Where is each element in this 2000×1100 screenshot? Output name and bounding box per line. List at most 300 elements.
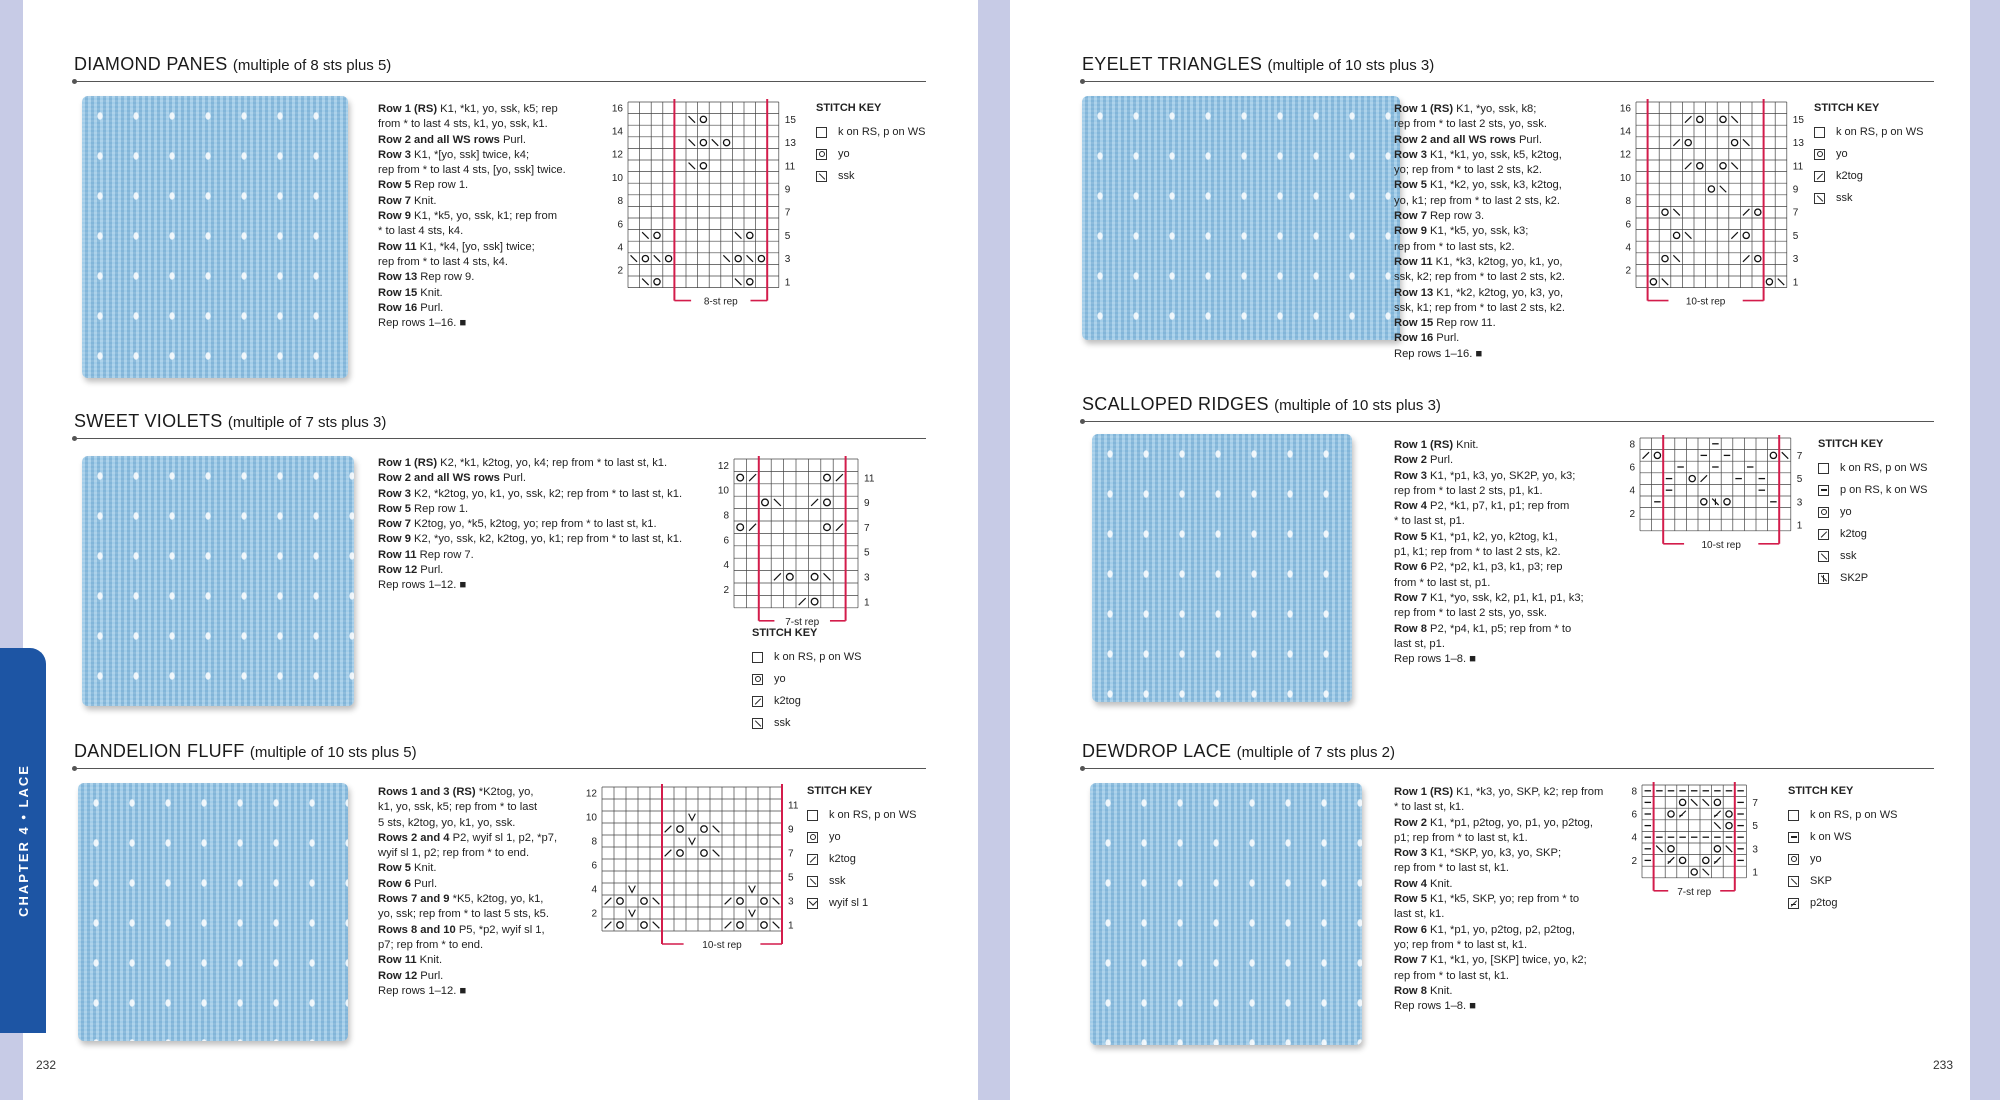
- section-rule: [74, 768, 926, 769]
- instruction-line: p1; rep from * to last st, k1.: [1394, 831, 1528, 844]
- instruction-line: Row 13 K1, *k2, k2tog, yo, k3, yo,: [1394, 286, 1564, 299]
- instruction-line: rep from * to last 2 sts, yo, ssk.: [1394, 118, 1547, 131]
- instruction-line: rep from * to last 2 sts, yo, ssk.: [1394, 607, 1547, 620]
- stitch-key: [1818, 438, 1927, 589]
- chart-symbol-yo: [1679, 857, 1685, 863]
- chart-symbol-yo: [1731, 139, 1737, 145]
- instruction-line: ssk, k1; rep from * to last 2 sts, k2.: [1394, 301, 1565, 314]
- stitch-key-label: k on WS: [1810, 831, 1852, 843]
- instruction-line: Row 1 (RS) Knit.: [1394, 439, 1479, 451]
- instruction-line: Row 7 Knit.: [378, 194, 437, 207]
- chart-row-number: 6: [1629, 462, 1635, 474]
- yo-symbol-icon: [1788, 854, 1799, 865]
- stitch-key-item: [752, 668, 861, 690]
- chart-repeat-label: 7-st rep: [1677, 886, 1712, 898]
- stitch-chart: [1614, 102, 1811, 318]
- chart-symbol-yo: [1743, 232, 1749, 238]
- chart-row-number: 6: [591, 860, 597, 872]
- chart-symbol-yo: [1714, 846, 1720, 852]
- chart-row-number: 9: [784, 184, 791, 196]
- chart-row-number: 1: [784, 277, 791, 289]
- section-diamond-panes: [74, 54, 926, 384]
- stitch-key-item: [1814, 121, 1923, 143]
- section-sweet-violets: [74, 411, 926, 731]
- ssk-symbol-icon: [807, 876, 818, 887]
- stitch-key: [1814, 102, 1923, 209]
- chart-symbol-yo: [1724, 499, 1730, 505]
- chart-row-number: 6: [1631, 809, 1637, 821]
- page-number-left: 232: [36, 1058, 57, 1072]
- instruction-line: Row 3 K1, *[yo, ssk] twice, k4;: [378, 148, 530, 161]
- chart-symbol-ssk: [653, 898, 660, 905]
- chart-row-number: 5: [864, 547, 870, 559]
- chart-symbol-yo: [737, 898, 743, 904]
- section-title: EYELET TRIANGLES (multiple of 10 sts plus 3): [1082, 54, 1435, 74]
- chart-symbol-yo: [1679, 799, 1685, 805]
- chart-row-number: 2: [1629, 508, 1635, 520]
- stitch-key-item: [1814, 187, 1923, 209]
- chart-symbol-k2tog: [774, 573, 781, 580]
- skp-symbol-icon: [1788, 876, 1799, 887]
- chart-symbol-yo: [723, 139, 729, 145]
- chart-symbol-yo: [824, 524, 831, 531]
- instruction-line: Row 7 Rep row 3.: [1394, 210, 1485, 223]
- instruction-line: Row 3 K1, *SKP, yo, k3, yo, SKP;: [1394, 847, 1562, 860]
- sk2p-symbol-icon: [1818, 573, 1829, 584]
- chart-row-number: 8: [1631, 786, 1637, 798]
- instruction-line: Rows 7 and 9 *K5, k2tog, yo, k1,: [378, 893, 544, 906]
- chart-row-number: 3: [784, 254, 791, 266]
- ssk-symbol-icon: [816, 171, 827, 182]
- section-title: SWEET VIOLETS (multiple of 7 sts plus 3): [74, 411, 387, 431]
- instruction-line: 5 sts, k2tog, yo, k1, yo, ssk.: [378, 816, 516, 829]
- instruction-line: Rep rows 1–12. ■: [378, 984, 467, 997]
- stitch-key-item: [816, 121, 925, 143]
- stitch-key-item: [807, 870, 916, 892]
- instruction-line: Row 16 Purl.: [1394, 332, 1460, 345]
- chart-symbol-ssk: [1673, 209, 1679, 215]
- chart-symbol-ssk: [642, 232, 648, 238]
- chart-symbol-k2tog: [1731, 232, 1737, 238]
- instruction-line: Row 3 K1, *k1, yo, ssk, k5, k2tog,: [1394, 148, 1562, 161]
- chart-row-number: 13: [1792, 138, 1804, 150]
- chart-symbol-k2tog: [811, 499, 818, 506]
- instruction-line: Row 2 and all WS rows Purl.: [1394, 133, 1542, 146]
- chart-symbol-yo: [737, 922, 743, 928]
- stitch-key-item: [752, 712, 861, 734]
- chart-symbol-ssk: [1720, 186, 1726, 192]
- chart-row-number: 13: [784, 138, 796, 150]
- chart-row-number: 2: [1625, 265, 1631, 277]
- chart-symbol-ssk: [713, 850, 720, 857]
- stitch-key-label: ssk: [1840, 550, 1857, 562]
- stitch-key-item: [1814, 165, 1923, 187]
- stitch-key-item: [1814, 143, 1923, 165]
- chart-row-number: 12: [611, 149, 623, 161]
- stitch-key-label: ssk: [1836, 192, 1853, 204]
- chart-row-number: 12: [585, 788, 597, 800]
- chart-symbol-yo: [811, 573, 818, 580]
- chart-symbol-yo: [1662, 255, 1668, 261]
- stitch-key-title: STITCH KEY: [752, 627, 818, 639]
- instruction-line: Row 15 Rep row 11.: [1394, 317, 1496, 330]
- instruction-line: rep from * to last 4 sts, k4.: [378, 255, 508, 268]
- chart-row-number: 7: [864, 522, 870, 534]
- instruction-line: rep from * to last st, k1.: [1394, 862, 1510, 875]
- stitch-chart: [1620, 785, 1770, 908]
- instruction-line: * to last 4 sts, k4.: [378, 225, 464, 238]
- chart-symbol-k2tog: [725, 922, 732, 929]
- instruction-line: Row 7 K2tog, yo, *k5, k2tog, yo; rep from * to last st, k1.: [378, 518, 657, 531]
- stitch-chart: [606, 102, 803, 318]
- chart-row-number: 11: [788, 800, 799, 812]
- stitch-key-label: SK2P: [1840, 572, 1869, 584]
- chart-symbol-k2tog: [749, 474, 756, 481]
- instruction-line: Row 8 P2, *p4, k1, p5; rep from * to: [1394, 622, 1572, 635]
- section-dewdrop-lace: [1082, 741, 1934, 1051]
- ssk-symbol-icon: [1814, 193, 1825, 204]
- instruction-line: Row 5 K1, *k5, SKP, yo; rep from * to: [1394, 893, 1580, 906]
- stitch-key-item: [1818, 567, 1927, 589]
- instruction-line: Rows 8 and 10 P5, *p2, wyif sl 1,: [378, 923, 545, 936]
- chart-symbol-ssk: [1685, 232, 1691, 238]
- instruction-line: last st, k1.: [1394, 908, 1445, 921]
- stitch-key-label: p2tog: [1810, 897, 1838, 909]
- instruction-line: * to last st, p1.: [1394, 515, 1465, 528]
- instruction-line: Row 1 (RS) K2, *k1, k2tog, yo, k4; rep from * to last st, k1.: [378, 457, 668, 469]
- chart-row-number: 2: [591, 908, 597, 920]
- chart-symbol-p2tog: [1714, 857, 1720, 863]
- box-symbol-icon: [752, 652, 763, 663]
- stitch-chart: [580, 787, 806, 961]
- section-eyelet-triangles: [1082, 54, 1934, 384]
- chart-symbol-yo: [1755, 209, 1761, 215]
- section-rule: [1082, 81, 1934, 82]
- chart-symbol-yo: [700, 116, 706, 122]
- chart-symbol-ssk: [747, 255, 753, 261]
- chart-symbol-p2tog: [1714, 811, 1720, 817]
- chart-row-number: 9: [864, 498, 870, 510]
- chart-row-number: 3: [864, 572, 870, 584]
- chart-symbol-yo: [700, 163, 706, 169]
- instructions: [1394, 785, 1634, 1014]
- chart-symbol-k2tog: [1685, 116, 1691, 122]
- chart-repeat-label: 10-st rep: [1685, 296, 1726, 308]
- chart-row-number: 10: [717, 485, 729, 497]
- section-rule: [74, 438, 926, 439]
- chart-symbol-ssk: [723, 255, 729, 261]
- chart-symbol-k2tog: [605, 922, 612, 929]
- swatch-photo: [1090, 783, 1362, 1045]
- swatch-photo: [1082, 96, 1400, 340]
- chart-symbol-yo: [1726, 822, 1732, 828]
- chart-symbol-yo: [737, 474, 744, 481]
- instruction-line: Row 12 Purl.: [378, 564, 444, 577]
- chart-symbol-ssk: [654, 255, 660, 261]
- stitch-key-item: [1788, 848, 1897, 870]
- yo-symbol-icon: [1814, 149, 1825, 160]
- instruction-line: Row 1 (RS) K1, *yo, ssk, k8;: [1394, 103, 1537, 115]
- chart-symbol-wyif: [689, 838, 696, 845]
- box-symbol-icon: [1788, 810, 1799, 821]
- stitch-key-item: [1788, 804, 1897, 826]
- chart-symbol-yo: [824, 499, 831, 506]
- chart-symbol-yo: [654, 279, 660, 285]
- chart-symbol-ssk: [1662, 279, 1668, 285]
- chart-symbol-ssk: [713, 826, 720, 833]
- chart-row-number: 3: [1796, 497, 1803, 509]
- chart-row-number: 5: [788, 872, 794, 884]
- instruction-line: Rep rows 1–8. ■: [1394, 653, 1476, 666]
- instruction-line: Row 1 (RS) K1, *k3, yo, SKP, k2; rep from: [1394, 786, 1604, 798]
- stitch-key-item: [1788, 826, 1897, 848]
- instruction-line: Row 6 K1, *p1, yo, p2tog, p2, p2tog,: [1394, 923, 1575, 936]
- chart-symbol-yo: [1685, 139, 1691, 145]
- stitch-key-label: yo: [829, 831, 841, 843]
- instruction-line: rep from * to last 4 sts, [yo, ssk] twice.: [378, 164, 566, 177]
- stitch-key-label: k2tog: [1836, 170, 1863, 182]
- k2tog-symbol-icon: [1818, 529, 1829, 540]
- pdash-symbol-icon: [1788, 832, 1799, 843]
- instruction-line: Row 5 Knit.: [378, 862, 437, 875]
- chart-row-number: 3: [1752, 844, 1758, 856]
- chart-symbol-yo: [654, 232, 660, 238]
- instruction-line: ssk, k2; rep from * to last 2 sts, k2.: [1394, 271, 1565, 284]
- instruction-line: Rep rows 1–12. ■: [378, 579, 467, 592]
- chart-row-number: 4: [591, 884, 597, 896]
- instruction-line: Row 1 (RS) K1, *k1, yo, ssk, k5; rep: [378, 103, 558, 115]
- chart-row-number: 11: [864, 473, 875, 485]
- chart-row-number: 15: [784, 114, 796, 126]
- chart-symbol-yo: [677, 850, 683, 856]
- instruction-line: Row 15 Knit.: [378, 286, 443, 299]
- chart-symbol-yo: [617, 922, 623, 928]
- chart-symbol-k2tog: [1743, 209, 1749, 215]
- chart-row-number: 5: [1792, 230, 1799, 242]
- section-title: DIAMOND PANES (multiple of 8 sts plus 5): [74, 54, 392, 74]
- yo-symbol-icon: [752, 674, 763, 685]
- chart-row-number: 15: [1792, 114, 1804, 126]
- chart-row-number: 14: [611, 126, 623, 138]
- chart-row-number: 8: [1625, 196, 1631, 208]
- stitch-key-label: k on RS, p on WS: [1810, 809, 1898, 821]
- instructions: [378, 102, 618, 331]
- box-symbol-icon: [807, 810, 818, 821]
- stitch-key-item: [807, 826, 916, 848]
- chart-symbol-k2tog: [1643, 452, 1649, 458]
- instruction-line: Row 13 Rep row 9.: [378, 271, 475, 284]
- chart-symbol-ssk: [1731, 163, 1737, 169]
- p2tog-symbol-icon: [1788, 898, 1799, 909]
- chart-row-number: 4: [617, 242, 623, 254]
- chart-symbol-yo: [786, 573, 793, 580]
- instruction-line: Row 5 K1, *k2, yo, ssk, k3, k2tog,: [1394, 179, 1562, 192]
- chart-row-number: 16: [611, 103, 623, 115]
- instruction-line: Rep rows 1–16. ■: [378, 317, 467, 330]
- chart-row-number: 1: [1752, 867, 1758, 879]
- chart-repeat-label: 7-st rep: [785, 616, 820, 628]
- k2tog-symbol-icon: [807, 854, 818, 865]
- ssk-symbol-icon: [1818, 551, 1829, 562]
- ssk-symbol-icon: [752, 718, 763, 729]
- chart-row-number: 4: [1629, 485, 1635, 497]
- chart-row-number: 5: [784, 230, 791, 242]
- instructions: [378, 785, 578, 999]
- stitch-key-label: yo: [774, 673, 786, 685]
- stitch-key-label: k on RS, p on WS: [1836, 126, 1924, 138]
- stitch-key: [1788, 785, 1897, 914]
- chart-symbol-ssk: [773, 898, 780, 905]
- instruction-line: yo; rep from * to last 2 sts, k2.: [1394, 164, 1542, 177]
- chart-symbol-yo: [1755, 255, 1761, 261]
- chart-symbol-ssk: [1782, 452, 1788, 458]
- chart-row-number: 3: [1792, 254, 1799, 266]
- instruction-line: Row 12 Purl.: [378, 969, 444, 982]
- section-rule: [1082, 768, 1934, 769]
- chart-symbol-yo: [1654, 452, 1660, 458]
- page-number-right: 233: [1933, 1058, 1954, 1072]
- instruction-line: wyif sl 1, p2; rep from * to end.: [378, 847, 530, 860]
- chart-symbol-yo: [701, 850, 707, 856]
- chart-row-number: 8: [591, 836, 597, 848]
- chart-symbol-skp: [1726, 846, 1732, 852]
- chart-row-number: 1: [864, 597, 870, 609]
- chart-symbol-skp: [1691, 799, 1697, 805]
- stitch-key-label: yo: [1836, 148, 1848, 160]
- instruction-line: from * to last st, p1.: [1394, 576, 1491, 589]
- chart-row-number: 7: [788, 848, 794, 860]
- box-symbol-icon: [1814, 127, 1825, 138]
- instruction-line: Rep rows 1–16. ■: [1394, 347, 1483, 360]
- instruction-line: Row 5 K1, *p1, k2, yo, k2tog, k1,: [1394, 530, 1558, 543]
- chart-row-number: 7: [784, 207, 791, 219]
- chart-symbol-yo: [701, 826, 707, 832]
- instruction-line: Row 11 Knit.: [378, 954, 443, 967]
- instruction-line: Row 2 K1, *p1, p2tog, yo, p1, yo, p2tog,: [1394, 816, 1594, 829]
- instructions: [1394, 102, 1604, 362]
- stitch-key: [807, 785, 916, 914]
- yo-symbol-icon: [816, 149, 827, 160]
- chart-symbol-p2tog: [1668, 857, 1674, 863]
- stitch-key-label: k2tog: [829, 853, 856, 865]
- chart-symbol-yo: [677, 826, 683, 832]
- instruction-line: p7; rep from * to end.: [378, 938, 484, 951]
- chart-symbol-yo: [1668, 846, 1674, 852]
- chart-symbol-yo: [811, 598, 818, 605]
- instruction-line: Row 2 and all WS rows Purl.: [378, 133, 526, 146]
- chart-row-number: 1: [788, 920, 794, 932]
- chart-row-number: 8: [723, 510, 729, 522]
- section-dandelion-fluff: [74, 741, 926, 1041]
- instruction-line: Row 9 K1, *k5, yo, ssk, k3;: [1394, 225, 1529, 238]
- chart-symbol-yo: [617, 898, 623, 904]
- stitch-key-title: STITCH KEY: [1788, 785, 1854, 797]
- chart-row-number: 6: [723, 535, 729, 547]
- chart-symbol-ssk: [689, 163, 695, 169]
- instructions: [378, 456, 748, 594]
- chart-symbol-yo: [700, 139, 706, 145]
- instruction-line: Rep rows 1–8. ■: [1394, 1000, 1476, 1013]
- stitch-key-label: k on RS, p on WS: [829, 809, 917, 821]
- stitch-key-label: k on RS, p on WS: [838, 126, 926, 138]
- swatch-photo: [78, 783, 348, 1041]
- chart-row-number: 8: [1629, 439, 1635, 451]
- chart-row-number: 4: [1625, 242, 1631, 254]
- section-scalloped-ridges: [1082, 394, 1934, 734]
- chart-row-number: 14: [1619, 126, 1631, 138]
- chart-symbol-yo: [1697, 163, 1703, 169]
- stitch-key-item: [807, 804, 916, 826]
- chart-symbol-k2tog: [1685, 163, 1691, 169]
- section-title: DANDELION FLUFF (multiple of 10 sts plus 5): [74, 741, 417, 761]
- chart-symbol-yo: [1720, 116, 1726, 122]
- instruction-line: Row 7 K1, *yo, ssk, k2, p1, k1, p1, k3;: [1394, 591, 1584, 604]
- instruction-line: rep from * to last sts, k2.: [1394, 240, 1515, 253]
- instruction-line: rep from * to last st, k1.: [1394, 969, 1510, 982]
- instruction-line: p1, k1; rep from * to last 2 sts, k2.: [1394, 546, 1561, 559]
- chart-symbol-k2tog: [836, 474, 843, 481]
- chapter-label: [7, 650, 39, 1030]
- instruction-line: yo, ssk; rep from * to last 5 sts, k5.: [378, 908, 549, 921]
- chart-symbol-ssk: [712, 139, 718, 145]
- stitch-key-label: wyif sl 1: [829, 897, 869, 909]
- chart-row-number: 12: [1619, 149, 1631, 161]
- instruction-line: Row 9 K2, *yo, ssk, k2, k2tog, yo, k1; rep from * to last st, k1.: [378, 533, 683, 546]
- chart-row-number: 9: [1792, 184, 1799, 196]
- chart-row-number: 7: [1752, 797, 1758, 809]
- chart-symbol-yo: [1673, 232, 1679, 238]
- instruction-line: Row 8 Knit.: [1394, 984, 1453, 997]
- instruction-line: Rows 2 and 4 P2, wyif sl 1, p2, *p7,: [378, 831, 558, 844]
- chart-symbol-ssk: [773, 922, 780, 929]
- stitch-key-item: [816, 165, 925, 187]
- chart-symbol-k2tog: [1701, 475, 1707, 481]
- chart-symbol-skp: [1656, 846, 1662, 852]
- chart-symbol-p2tog: [1679, 811, 1685, 817]
- chart-symbol-yo: [1726, 811, 1732, 817]
- stitch-key-label: yo: [838, 148, 850, 160]
- stitch-key-item: [752, 646, 861, 668]
- chart-symbol-sk2p: [1712, 499, 1718, 505]
- stitch-key: [752, 627, 861, 734]
- swatch-photo: [82, 96, 348, 378]
- instruction-line: Row 6 Purl.: [378, 877, 438, 890]
- instruction-line: Row 2 Purl.: [1394, 454, 1454, 467]
- stitch-key-item: [1818, 479, 1927, 501]
- stitch-chart: [712, 459, 882, 638]
- stitch-key-title: STITCH KEY: [816, 102, 882, 114]
- chart-row-number: 2: [1631, 855, 1637, 867]
- chart-symbol-yo: [642, 255, 648, 261]
- instruction-line: Row 5 Rep row 1.: [378, 179, 469, 192]
- stitch-key-item: [1818, 523, 1927, 545]
- instruction-line: last st, p1.: [1394, 637, 1445, 650]
- instruction-line: Rows 1 and 3 (RS) *K2tog, yo,: [378, 786, 534, 798]
- section-title: DEWDROP LACE (multiple of 7 sts plus 2): [1082, 741, 1396, 761]
- chart-symbol-yo: [761, 898, 767, 904]
- stitch-key-label: ssk: [829, 875, 846, 887]
- instruction-line: Row 4 Knit.: [1394, 877, 1453, 890]
- chart-symbol-yo: [1697, 116, 1703, 122]
- chart-symbol-yo: [1668, 811, 1674, 817]
- stitch-key-label: SKP: [1810, 875, 1833, 887]
- chart-symbol-skp: [1703, 799, 1709, 805]
- chart-symbol-yo: [1770, 452, 1776, 458]
- k2tog-symbol-icon: [1814, 171, 1825, 182]
- chart-symbol-ssk: [735, 232, 741, 238]
- chart-row-number: 16: [1619, 103, 1631, 115]
- chart-symbol-yo: [641, 898, 647, 904]
